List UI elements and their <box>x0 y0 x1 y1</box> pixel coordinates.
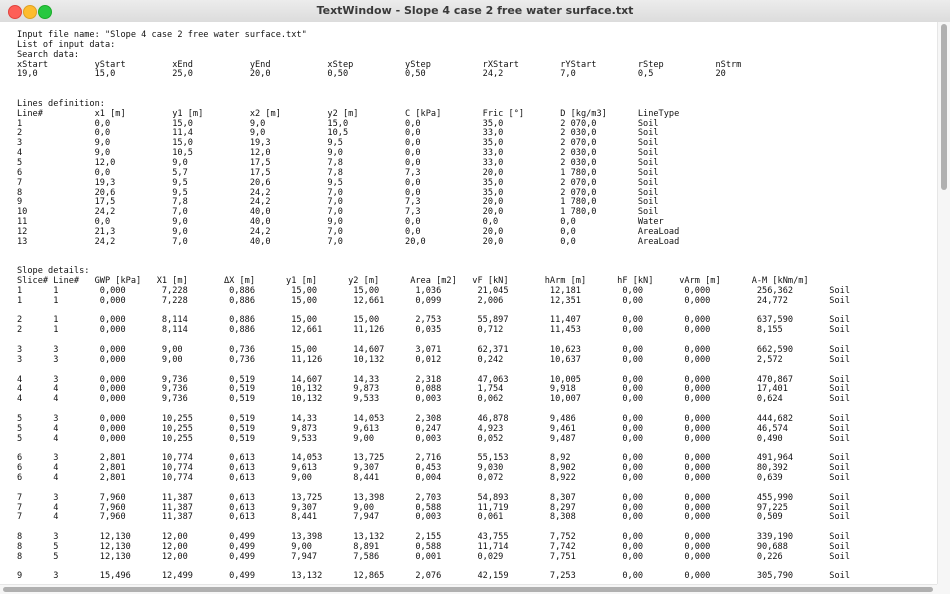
file-content: Input file name: "Slope 4 case 2 free water surface.txt" List of input data: Search data: xStart yStart xEnd yEnd xStep yStep rXStart rYStart rStep nStrm 19,0 15,0 25,0 20,0 0,50 0,50 24,2 7,0 0,5 20 Lines definition: Line# x1 [m] y1 [m] x2 [m] y2 [m] C [kPa] Fric [°] D [kg/m3] LineType 1 0,0 15,0 9,0 15,0 0,0 35,0 2 070,0 Soil 2 0,0 11,4 9,0 10,5 0,0 33,0 2 030,0 Soil 3 9,0 15,0 19,3 9,5 0,0 35,0 2 070,0 Soil 4 9,0 10,5 12,0 9,0 0,0 33,0 2 030,0 Soil 5 12,0 9,0 17,5 7,8 0,0 33,0 2 030,0 Soil 6 0,0 5,7 17,5 7,8 7,3 20,0 1 780,0 Soil 7 19,3 9,5 20,6 9,5 0,0 35,0 2 070,0 Soil 8 20,6 9,5 24,2 7,0 0,0 35,0 2 070,0 Soil 9 17,5 7,8 24,2 7,0 7,3 20,0 1 780,0 Soil 10 24,2 7,0 40,0 7,0 7,3 20,0 1 780,0 Soil 11 0,0 9,0 40,0 9,0 0,0 0,0 0,0 Water 12 21,3 9,0 24,2 7,0 0,0 20,0 0,0 AreaLoad 13 24,2 7,0 40,0 7,0 20,0 20,0 0,0 AreaLoad Slope details: Slice# Line# GWP [kPa] X1 [m] ΔX [m] y1 [m] y2 [m] Area [m2] vF [kN] hArm [m] hF [kN] vArm [m] A-M [kNm/m] 1 1 0,000 7,228 0,886 15,00 15,00 1,036 21,045 12,181 0,00 0,000 256,362 Soil 1 1 0,000 7,228 0,886 15,00 12,661 0,099 2,006 12,351 0,00 0,000 24,772 Soil 2 1 0,000 8,114 0,886 15,00 15,00 2,753 55,897 11,407 0,00 0,000 637,590 Soil 2 1 0,000 8,114 0,886 12,661 11,126 0,035 0,712 11,453 0,00 0,000 8,155 Soil 3 3 0,000 9,00 0,736 15,00 14,607 3,071 62,371 10,623 0,00 0,000 662,590 Soil 3 3 0,000 9,00 0,736 11,126 10,132 0,012 0,242 10,637 0,00 0,000 2,572 Soil 4 3 0,000 9,736 0,519 14,607 14,33 2,318 47,063 10,005 0,00 0,000 470,867 Soil 4 4 0,000 9,736 0,519 10,132 9,873 0,088 1,754 9,918 0,00 0,000 17,401 Soil 4 4 0,000 9,736 0,519 10,132 9,533 0,003 0,062 10,007 0,00 0,000 0,624 Soil 5 3 0,000 10,255 0,519 14,33 14,053 2,308 46,878 9,486 0,00 0,000 444,682 Soil 5 4 0,000 10,255 0,519 9,873 9,613 0,247 4,923 9,461 0,00 0,000 46,574 Soil 5 4 0,000 10,255 0,519 9,533 9,00 0,003 0,052 9,487 0,00 0,000 0,490 Soil 6 3 2,801 10,774 0,613 14,053 13,725 2,716 55,153 8,92 0,00 0,000 491,964 Soil 6 4 2,801 10,774 0,613 9,613 9,307 0,453 9,030 8,902 0,00 0,000 80,392 Soil 6 4 2,801 10,774 0,613 9,00 8,441 0,004 0,072 8,922 0,00 0,000 0,639 Soil 7 3 7,960 11,387 0,613 13,725 13,398 2,703 54,893 8,307 0,00 0,000 455,990 Soil 7 4 7,960 11,387 0,613 9,307 9,00 0,588 11,719 8,297 0,00 0,000 97,225 Soil 7 4 7,960 11,387 0,613 8,441 7,947 0,003 0,061 8,308 0,00 0,000 0,509 Soil 8 3 12,130 12,00 0,499 13,398 13,132 2,155 43,755 7,752 0,00 0,000 339,190 Soil 8 5 12,130 12,00 0,499 9,00 8,891 0,588 11,714 7,742 0,00 0,000 90,688 Soil 8 5 12,130 12,00 0,499 7,947 7,586 0,001 0,029 7,751 0,00 0,000 0,226 Soil 9 3 15,496 12,499 0,499 13,132 12,865 2,076 42,159 7,253 0,00 0,000 305,790 Soil <box>17 30 850 582</box>
window-title: TextWindow - Slope 4 case 2 free water surface.txt <box>316 4 634 17</box>
vertical-scrollbar[interactable] <box>937 22 950 584</box>
horizontal-scrollbar[interactable] <box>0 584 937 594</box>
text-view[interactable] <box>0 22 937 584</box>
title-bar[interactable] <box>0 0 950 23</box>
horizontal-scroll-thumb[interactable] <box>3 587 933 592</box>
vertical-scroll-thumb[interactable] <box>941 24 947 190</box>
scroll-corner <box>937 584 950 594</box>
